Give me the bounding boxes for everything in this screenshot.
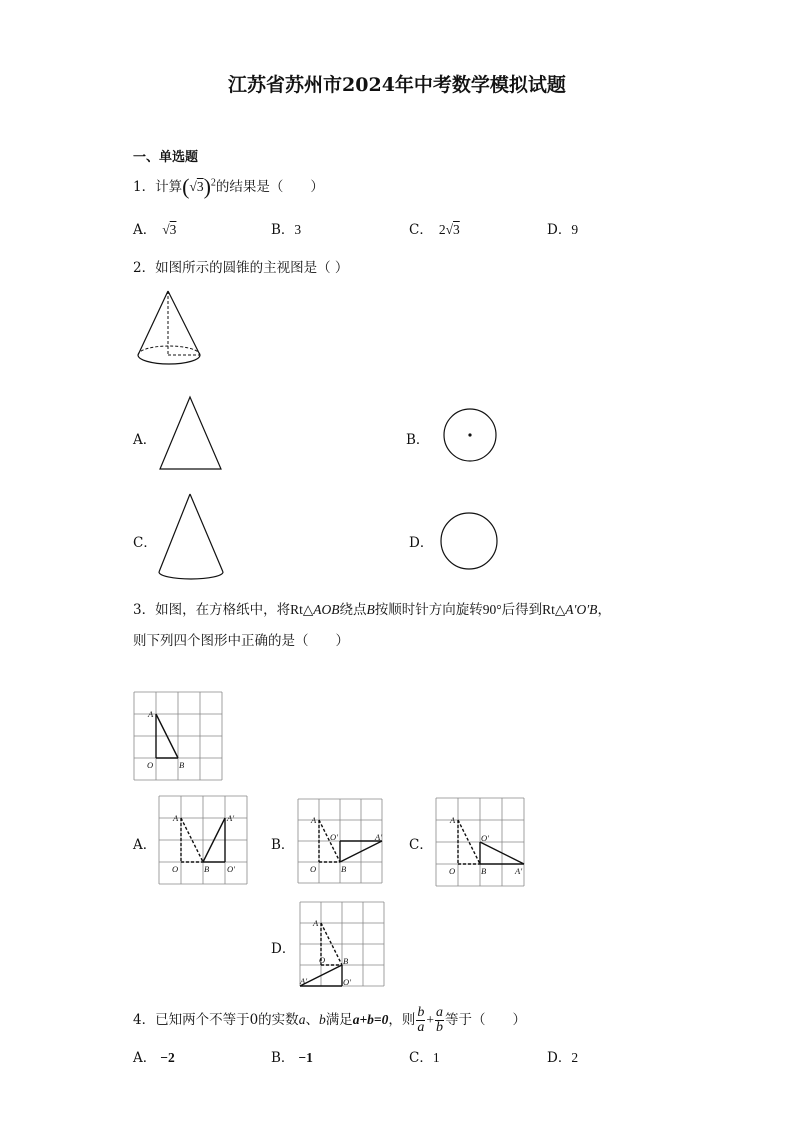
point-label: A′ — [515, 866, 523, 876]
point-label: O′ — [330, 832, 338, 842]
q2-option-b[interactable]: B． — [406, 432, 430, 448]
q1-sqrt: √3 — [189, 179, 204, 194]
point-label: B — [341, 864, 347, 874]
grid-figure-option-a — [157, 794, 250, 886]
q4-option-a[interactable]: A． −2 — [133, 1050, 175, 1066]
grid-figure-option-d — [298, 900, 384, 988]
q4-option-d[interactable]: D．2 — [547, 1050, 579, 1066]
q1-option-b[interactable]: B．3 — [271, 222, 302, 238]
point-label: A′ — [300, 976, 308, 986]
cone-figure — [130, 285, 240, 375]
point-label: B — [481, 866, 487, 876]
question-3-line-1: 3．如图，在方格纸中，将Rt△AOB绕点B按顺时针方向旋转90°后得到Rt△A′O′B， — [133, 602, 611, 618]
q3-option-c[interactable]: C． — [409, 837, 433, 853]
point-label: A — [313, 918, 319, 928]
point-label: O′ — [343, 977, 351, 987]
q1-prefix: 1．计算 — [133, 179, 183, 195]
grid-figure-main — [132, 690, 222, 782]
page-title: 江苏省苏州市2024年中考数学模拟试题 — [228, 74, 566, 96]
point-label: O′ — [227, 864, 235, 874]
fraction-a-over-b: $\frac{a}{b}$ — [435, 1005, 443, 1035]
point-label: B — [204, 864, 210, 874]
point-label: O — [310, 864, 317, 874]
fraction-b-over-a: $\frac{b}{a}$ — [417, 1005, 425, 1035]
point-label: A′ — [227, 813, 235, 823]
point-label: A′ — [375, 832, 383, 842]
q1-option-c[interactable]: C． 2√3 — [409, 222, 460, 238]
q4-option-b[interactable]: B． −1 — [271, 1050, 313, 1066]
q3-option-a[interactable]: A． — [133, 837, 157, 853]
q4-option-c[interactable]: C．1 — [409, 1050, 440, 1066]
triangle-option-a-icon — [158, 395, 224, 473]
point-label: A — [173, 813, 179, 823]
point-label: A — [450, 815, 456, 825]
q2-option-c[interactable]: C． — [133, 535, 157, 551]
point-label: A — [311, 815, 317, 825]
grid-figure-option-c — [434, 796, 524, 886]
q2-option-a[interactable]: A． — [133, 432, 157, 448]
circle-option-d-icon — [439, 511, 501, 573]
question-4: 4．已知两个不等于0的实数a、b满足a+b=0，则 $\frac{b}{a}$ + $\frac{a}{b}$ 等于（ ） — [133, 1005, 526, 1035]
point-label: B — [343, 956, 349, 966]
q1-power: 2 — [210, 177, 216, 189]
point-label: O — [172, 864, 179, 874]
question-2: 2．如图所示的圆锥的主视图是（ ） — [133, 260, 349, 276]
q3-option-b[interactable]: B． — [271, 837, 295, 853]
q1-option-a[interactable]: A． √3 — [133, 222, 177, 238]
point-label: O — [319, 955, 326, 965]
point-label: B — [179, 760, 185, 770]
section-heading: 一、单选题 — [133, 150, 199, 165]
point-label: A — [148, 709, 154, 719]
point-label: O — [147, 760, 154, 770]
point-label: O — [449, 866, 456, 876]
grid-figure-option-b — [296, 797, 382, 883]
q3-option-d[interactable]: D． — [271, 941, 296, 957]
question-1: 1．计算$(√3)^2$的结果是（ ） — [133, 174, 324, 199]
q1-suffix: 的结果是（ ） — [215, 179, 324, 195]
q1-option-d[interactable]: D．9 — [547, 222, 579, 238]
cone-option-c-icon — [156, 492, 228, 584]
q2-option-d[interactable]: D． — [409, 535, 434, 551]
point-label: O′ — [481, 833, 489, 843]
circle-with-center-option-b-icon — [440, 407, 500, 467]
question-3-line-2: 则下列四个图形中正确的是（ ） — [133, 633, 349, 649]
